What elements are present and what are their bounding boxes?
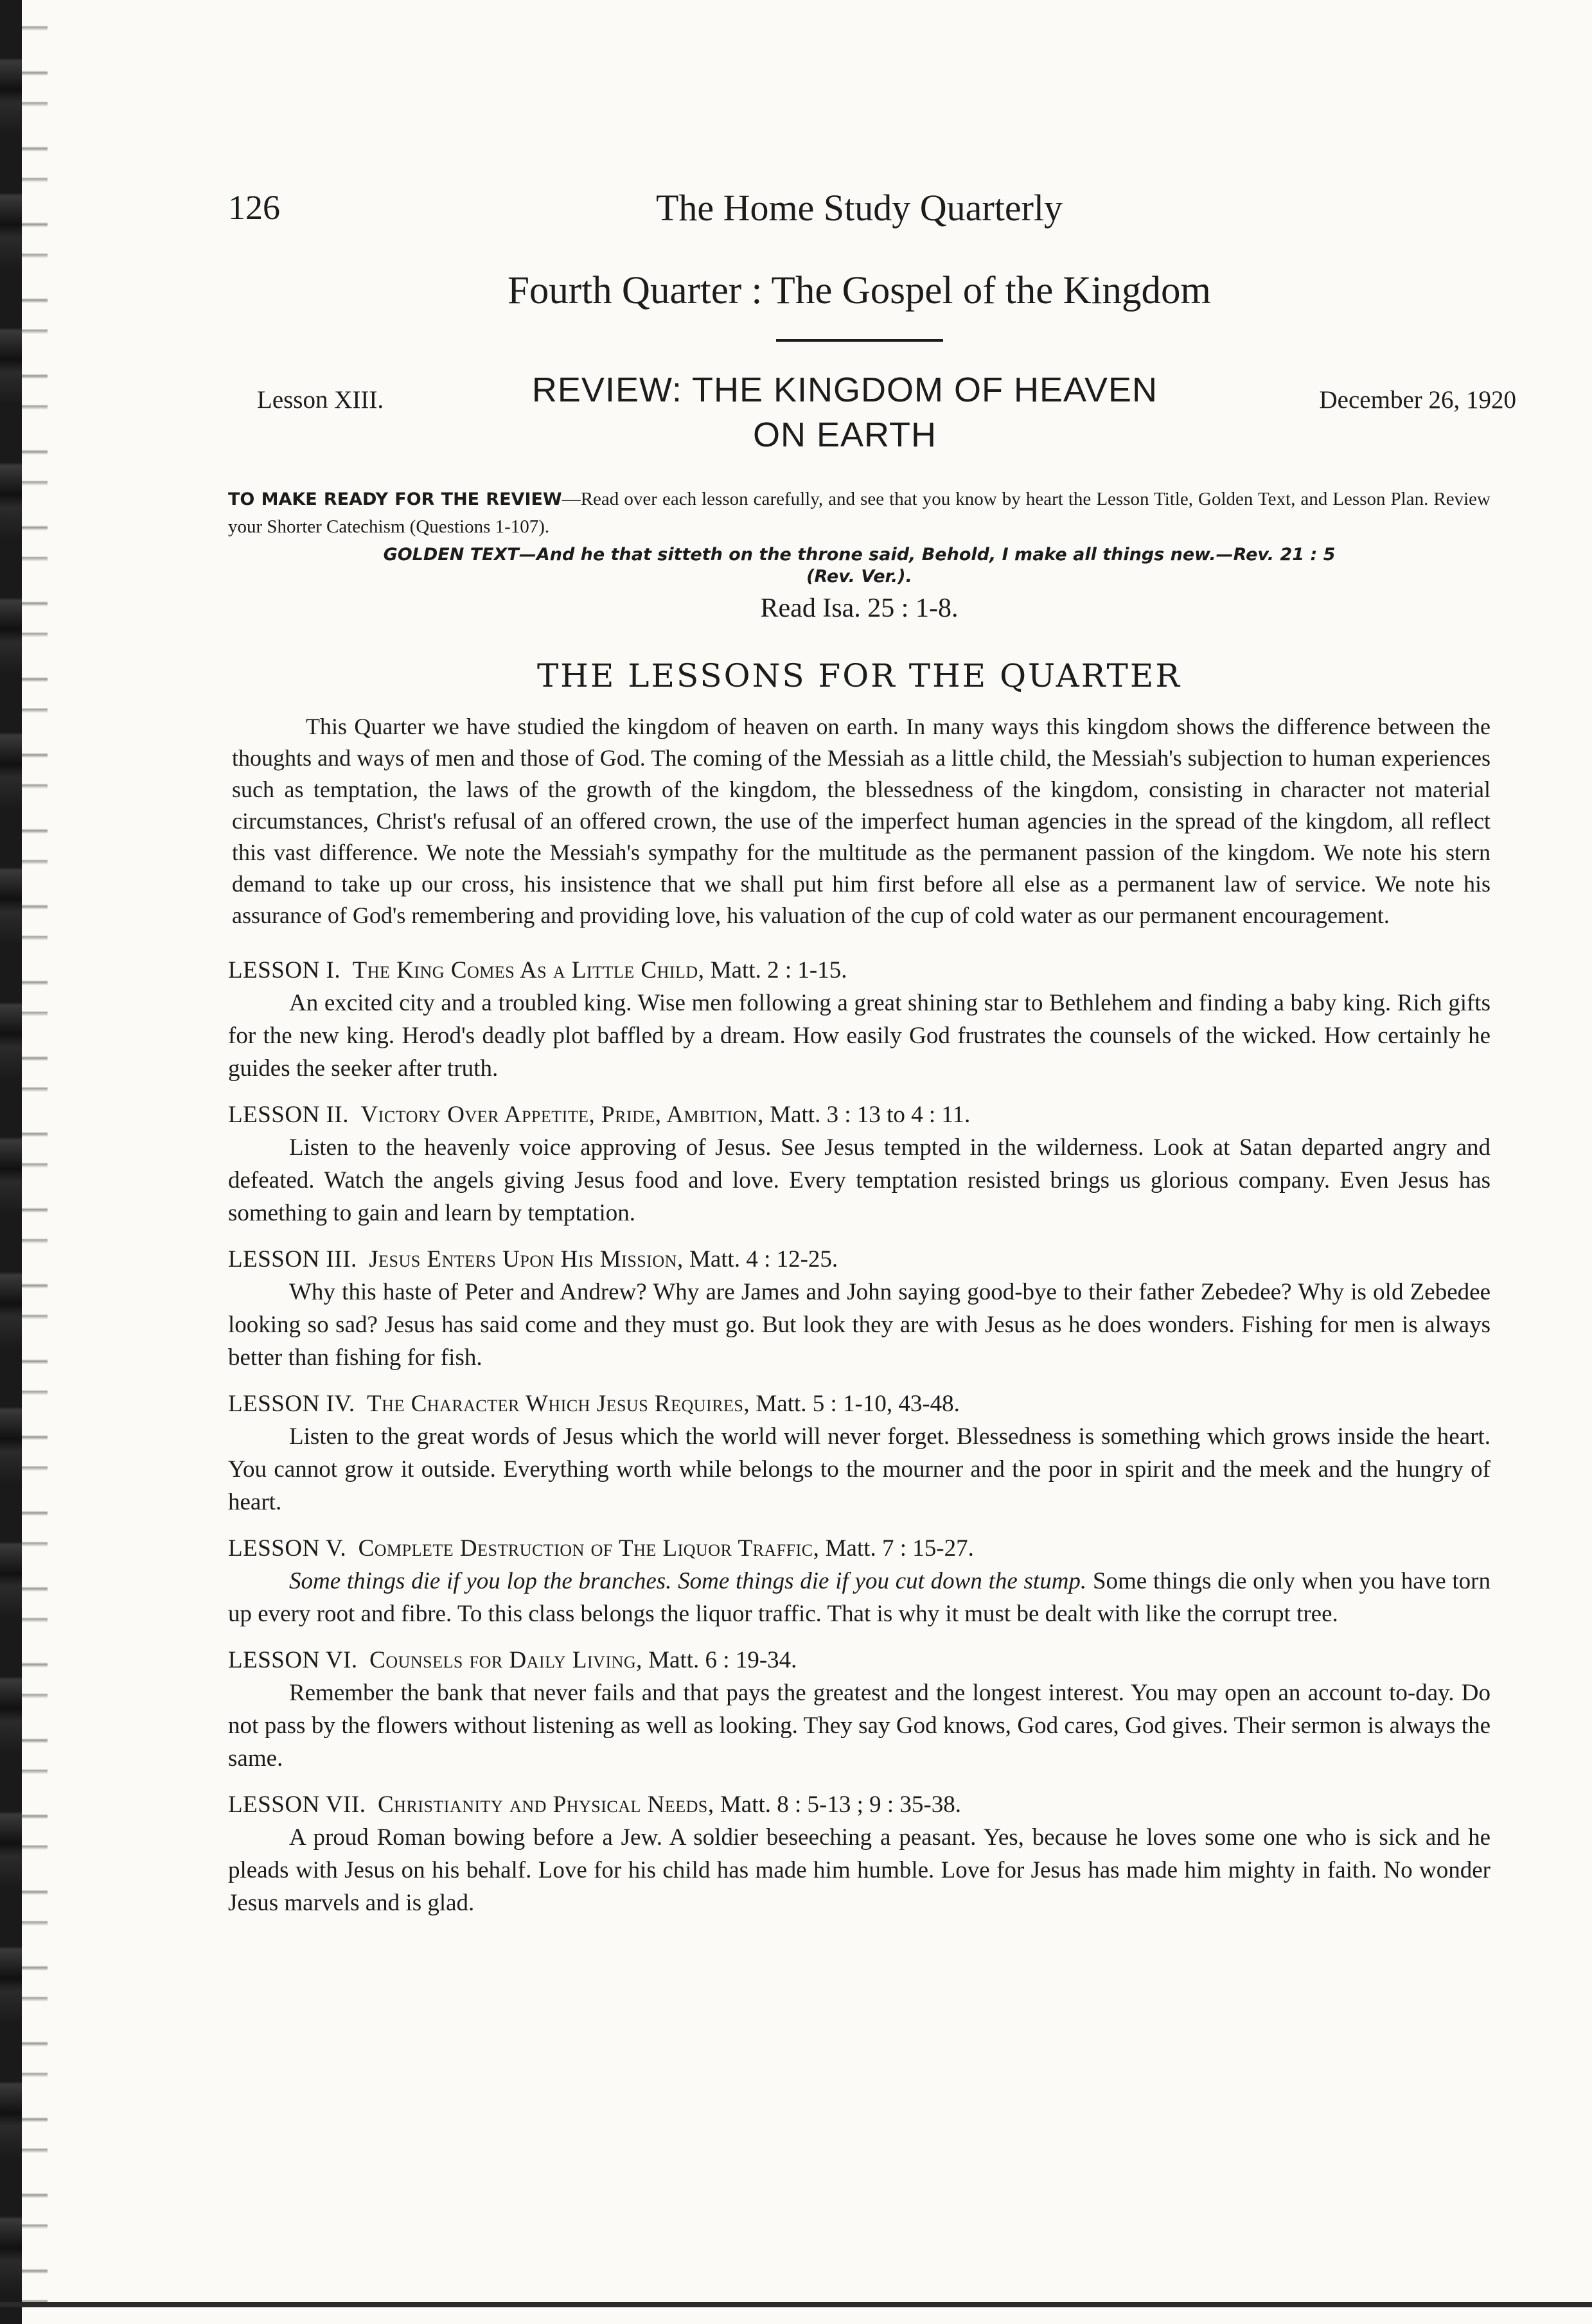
running-head — [228, 173, 1490, 238]
lesson-body: Listen to the great words of Jesus which the world will never forget. Blessedness is something which grows inside the heart. You cannot grow it outside. Everything worth while belongs to the mourner and the poor in spirit and the meek and the hungry of heart. — [228, 1423, 1490, 1515]
lesson-heading — [228, 1644, 1490, 1677]
make-ready-text: —Read over each lesson carefully, and see that you know by heart the Lesson Title, Golden Text, and Lesson Plan. Review your Shorter Catechism (Questions 1-107). — [228, 489, 1490, 537]
lesson-item — [228, 1533, 1490, 1630]
lesson-reference: Matt. 6 : 19-34. — [648, 1647, 797, 1673]
make-ready-note — [228, 486, 1490, 540]
page-bottom-edge — [0, 2302, 1592, 2307]
lesson-heading — [228, 1244, 1490, 1276]
lesson-body: An excited city and a troubled king. Wise men following a great shining star to Bethlehem and finding a baby king. Rich gifts for the new king. Herod's deadly plot baffled by a dream. How easily God frustrates the counsels of the wicked. How certainly he guides the seeker after truth. — [228, 990, 1490, 1082]
lesson-number: LESSON IV. — [228, 1391, 355, 1417]
lesson-heading — [228, 1388, 1490, 1420]
lesson-item — [228, 1644, 1490, 1775]
lesson-body-lead: Some things die if you lop the branches. Some things die if you cut down the stump. — [289, 1568, 1087, 1594]
lesson-number: LESSON V. — [228, 1535, 347, 1562]
lesson-reference: Matt. 4 : 12-25. — [689, 1246, 838, 1272]
binding-shadow — [22, 0, 48, 2324]
lesson-reference: Matt. 8 : 5-13 ; 9 : 35-38. — [720, 1791, 961, 1818]
lesson-body: Why this haste of Peter and Andrew? Why are James and John saying good-bye to their father Zebedee? Why is old Zebedee looking so sad? Jesus has said come and they must go. But look they are with Jesus as he does wonders. Fishing for men is always better than fishing for fish. — [228, 1279, 1490, 1371]
lesson-heading — [228, 1533, 1490, 1565]
lesson-topic: Christianity and Physical Needs, — [378, 1791, 714, 1818]
section-title: THE LESSONS FOR THE QUARTER — [536, 657, 1182, 694]
lesson-title — [472, 367, 1217, 457]
lesson-number: LESSON II. — [228, 1102, 349, 1128]
intro-paragraph: This Quarter we have studied the kingdom of heaven on earth. In many ways this kingdom shows the difference between the thoughts and ways of men and those of God. The coming of the Messiah as a little child, the Messiah's subjection to human experiences such as temptation, the laws of the growth of the kingdom, the blessedness of the kingdom, consisting in character not material circumstances, Christ's refusal of an offered crown, the use of the imperfect human agencies in the spread of the kingdom, all reflect this vast difference. We note the Messiah's sympathy for the multitude as the permanent passion of the kingdom. We note his stern demand to take up our cross, his insistence that we shall put him first before all else as a permanent law of service. We note his assurance of God's remembering and providing love, his valuation of the cup of cold water as our permanent encouragement. — [232, 714, 1490, 928]
lesson-heading — [228, 1789, 1490, 1821]
lesson-item — [228, 1789, 1490, 1919]
lesson-number: LESSON VI. — [228, 1647, 358, 1673]
lesson-body: Remember the bank that never fails and that pays the greatest and the longest interest. You may open an account to-day. Do not pass by the flowers without listening as well as looking. They say God knows, God cares, God gives. Their sermon is always the same. — [228, 1680, 1490, 1772]
journal-title: The Home Study Quarterly — [655, 187, 1063, 229]
lesson-topic: The King Comes As a Little Child, — [352, 957, 705, 983]
lesson-number: LESSON I. — [228, 957, 341, 983]
lesson-number: LESSON VII. — [228, 1791, 366, 1818]
lesson-body — [228, 1565, 1490, 1630]
golden-text-line2: (Rev. Ver.). — [806, 567, 912, 586]
lesson-topic: The Character Which Jesus Requires, — [367, 1391, 750, 1417]
lesson-body: A proud Roman bowing before a Jew. A soldier beseeching a peasant. Yes, because he loves some one who is sick and he pleads with Jesus on his behalf. Love for his child has made him humble. Love for Jesus has made him mighty in faith. No wonder Jesus marvels and is glad. — [228, 1824, 1490, 1916]
lesson-reference: Matt. 2 : 1-15. — [710, 957, 847, 983]
lesson-topic: Counsels for Daily Living, — [369, 1647, 642, 1673]
lesson-item — [228, 955, 1490, 1085]
quarter-title: Fourth Quarter : The Gospel of the Kingdom — [508, 269, 1211, 312]
binding-edge — [0, 0, 22, 2324]
title-rule — [776, 339, 943, 342]
lesson-title-line1: REVIEW: THE KINGDOM OF HEAVEN — [531, 371, 1158, 409]
lesson-item — [228, 1244, 1490, 1374]
lesson-item — [228, 1388, 1490, 1519]
golden-text — [228, 544, 1490, 588]
lesson-list — [228, 955, 1490, 1919]
lesson-number: LESSON III. — [228, 1246, 357, 1272]
page-content — [228, 173, 1516, 1919]
lesson-body: Listen to the heavenly voice approving of Jesus. See Jesus tempted in the wilderness. Look at Satan departed angry and defeated. Watch the angels giving Jesus food and love. Every temptation resisted brings us glorious company. Even Jesus has something to gain and learn by temptation. — [228, 1134, 1490, 1226]
lesson-heading — [228, 955, 1490, 987]
lesson-label: Lesson XIII. — [257, 386, 384, 414]
scripture-reading: Read Isa. 25 : 1-8. — [760, 594, 959, 623]
make-ready-lead: TO MAKE READY FOR THE REVIEW — [228, 489, 562, 509]
lesson-header — [228, 367, 1516, 470]
lesson-date: December 26, 1920 — [1319, 386, 1516, 414]
lesson-title-line2: ON EARTH — [752, 416, 937, 454]
lesson-reference: Matt. 7 : 15-27. — [825, 1535, 974, 1562]
lesson-heading — [228, 1099, 1490, 1131]
lesson-body-rest: Some things die only when you have torn up every root and fibre. To this class belongs the liquor traffic. That is why it must be dealt with like the corrupt tree. — [228, 1568, 1490, 1627]
lesson-reference: Matt. 3 : 13 to 4 : 11. — [770, 1102, 971, 1128]
lesson-topic: Victory Over Appetite, Pride, Ambition, — [360, 1102, 764, 1128]
page-number: 126 — [228, 188, 280, 227]
lesson-topic: Jesus Enters Upon His Mission, — [369, 1246, 684, 1272]
golden-text-line1: GOLDEN TEXT—And he that sitteth on the throne said, Behold, I make all things new.—Rev. 21 : 5 — [383, 545, 1336, 565]
lesson-item — [228, 1099, 1490, 1229]
lesson-reference: Matt. 5 : 1-10, 43-48. — [756, 1391, 960, 1417]
lesson-topic: Complete Destruction of The Liquor Traffic, — [358, 1535, 820, 1562]
